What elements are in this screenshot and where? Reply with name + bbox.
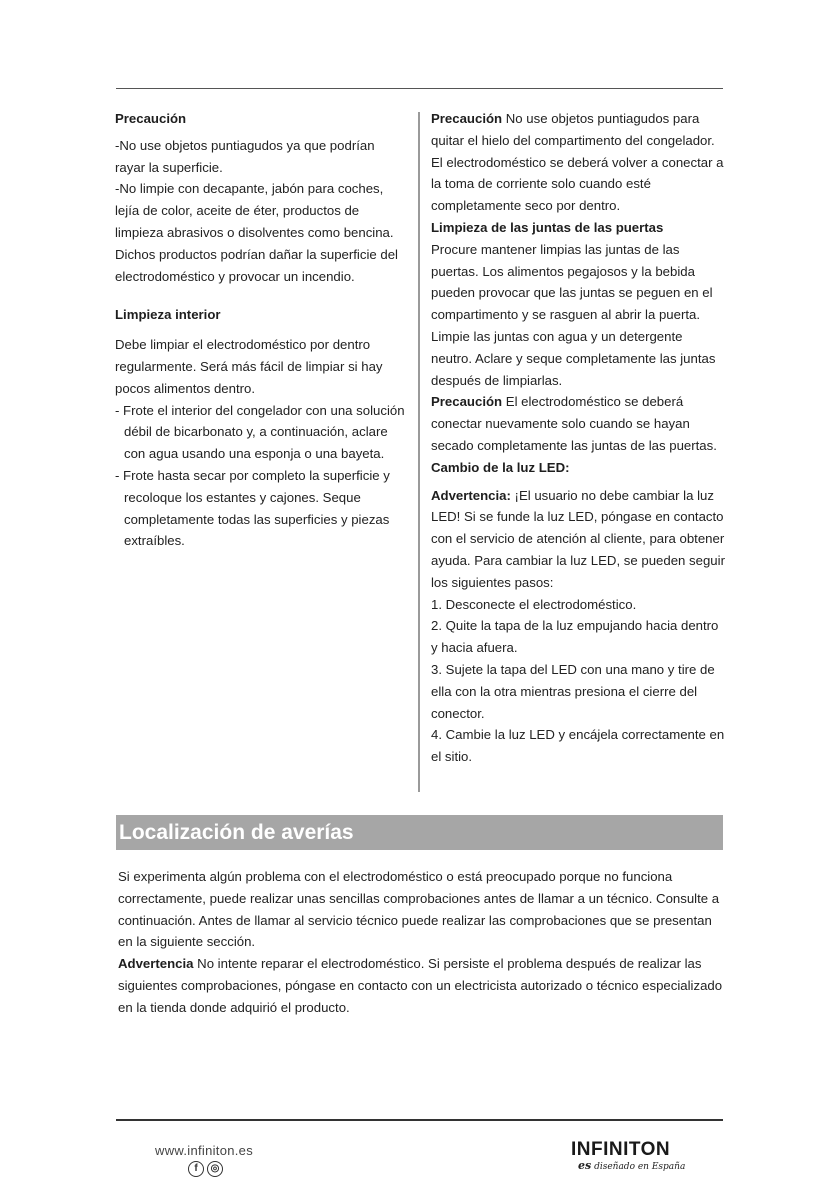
precaution-text: El electrodoméstico se deberá conectar nuevamente solo cuando se hayan secado completamente las juntas de las puertas. xyxy=(431,394,717,453)
precaution-line: -No use objetos puntiagudos ya que podrían rayar la superficie. xyxy=(115,137,375,175)
seals-text: Procure mantener limpias las juntas de las puertas. Los alimentos pegajosos y la bebida pueden provocar que las juntas se peguen en el compartimento y se rasguen al abrir la puerta. Limpie las juntas con agua y un detergente neutro. Aclare y seque completamente las juntas después de limpiarlas. xyxy=(431,241,716,388)
warning-label: Advertencia xyxy=(118,956,194,972)
warning-text: No intente reparar el electrodoméstico. Si persiste el problema después de realizar las siguientes comprobaciones, póngase en contacto con un electricista autorizado o técnico especializado en la tienda donde adquirió el producto. xyxy=(118,956,723,1015)
precaution-text: No use objetos puntiagudos para quitar el hielo del compartimento del congelador. El electrodoméstico se deberá volver a conectar a la toma de corriente solo cuando esté completamente seco por dentro. xyxy=(431,111,724,214)
interior-heading: Limpieza interior xyxy=(115,307,221,323)
bottom-rule xyxy=(116,1119,723,1121)
precaution-line: -No limpie con decapante, jabón para coches, lejía de color, aceite de éter, productos de limpieza abrasivos o disolventes como bencina. Dichos productos podrían dañar la superficie del electrodoméstico y provocar un incendio. xyxy=(115,181,398,284)
column-divider xyxy=(418,112,420,792)
led-step: 3. Sujete la tapa del LED con una mano y tire de ella con la otra mientras presiona el cierre del conector. xyxy=(431,661,715,721)
warning-text: ¡El usuario no debe cambiar la luz LED! Si se funde la luz LED, póngase en contacto con el servicio de atención al cliente, para obtener ayuda. Para cambiar la luz LED, se pueden seguir los siguientes pasos: xyxy=(431,487,725,590)
section-title-bar: Localización de averías xyxy=(116,815,723,850)
led-heading: Cambio de la luz LED: xyxy=(431,459,570,475)
brand-tagline xyxy=(578,1160,685,1173)
led-step: 4. Cambie la luz LED y encájela correctamente en el sitio. xyxy=(431,727,725,765)
precaution-label: Precaución xyxy=(431,394,503,410)
left-column xyxy=(115,108,407,552)
website-link[interactable]: www.infiniton.es xyxy=(155,1143,254,1158)
interior-bullet: - Frote el interior del congelador con una solución débil de bicarbonato y, a continuación, aclare con agua usando una esponja o una bayeta. xyxy=(115,402,405,462)
warning-label: Advertencia: xyxy=(431,487,511,503)
social-icons xyxy=(188,1161,223,1177)
troubleshooting-intro xyxy=(118,866,728,1019)
right-column xyxy=(431,108,726,768)
troubleshooting-text: Si experimenta algún problema con el electrodoméstico o está preocupado porque no funciona correctamente, puede realizar unas sencillas comprobaciones antes de llamar a un técnico. Consulte a continuación. Antes de llamar al servicio técnico puede realizar las comprobaciones que se presentan en la siguiente sección. xyxy=(118,869,720,950)
precaution-paragraph xyxy=(431,108,726,217)
precaution-label: Precaución xyxy=(431,111,503,126)
led-step: 2. Quite la tapa de la luz empujando hacia dentro y hacia afuera. xyxy=(431,618,719,656)
interior-text: Debe limpiar el electrodoméstico por dentro regularmente. Será más fácil de limpiar si hay pocos alimentos dentro. xyxy=(115,337,383,396)
precaution-heading: Precaución xyxy=(115,111,187,126)
tagline-prefix: es xyxy=(578,1159,592,1172)
precaution-paragraph xyxy=(431,391,726,456)
troubleshooting-warning xyxy=(118,953,728,1018)
brand-logo: INFINITON xyxy=(571,1139,671,1160)
led-warning-paragraph xyxy=(431,485,726,594)
seals-heading: Limpieza de las juntas de las puertas xyxy=(431,219,664,235)
instagram-icon[interactable]: ◎ xyxy=(207,1161,223,1177)
top-rule xyxy=(116,88,723,89)
tagline-text: diseñado en España xyxy=(591,1162,686,1172)
led-step: 1. Desconecte el electrodoméstico. xyxy=(431,596,637,612)
facebook-icon[interactable]: f xyxy=(188,1161,204,1177)
interior-bullet: - Frote hasta secar por completo la superficie y recoloque los estantes y cajones. Seque completamente todas las superficies y piezas extraíbles. xyxy=(115,467,390,549)
